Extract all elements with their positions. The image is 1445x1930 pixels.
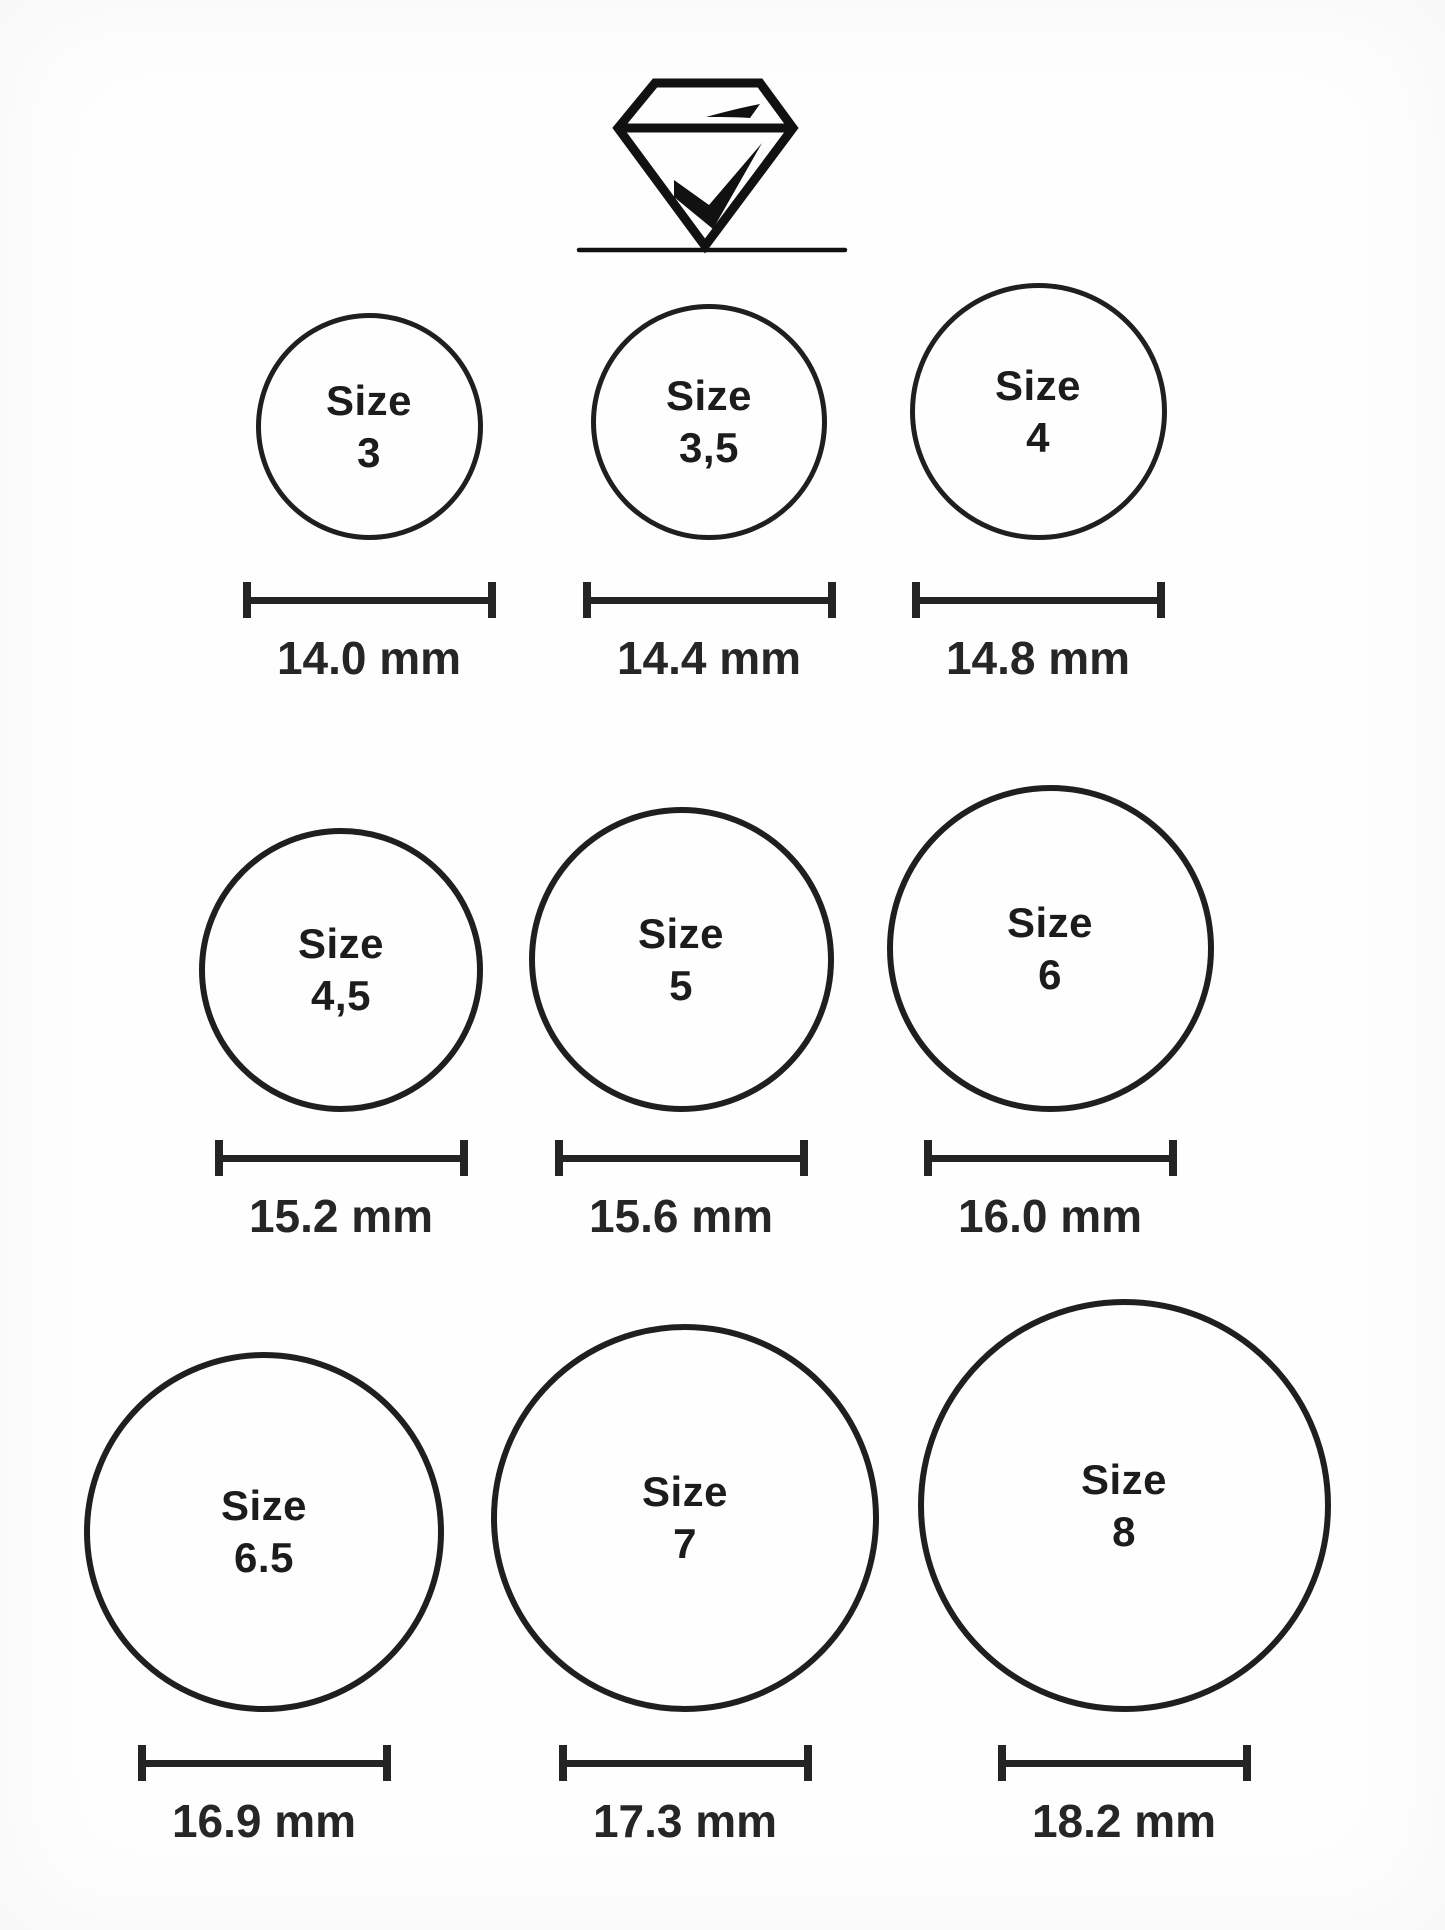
diameter-label: 14.4 mm xyxy=(616,632,802,684)
size-label xyxy=(1007,897,1093,1001)
ruler-tick-right xyxy=(800,1140,808,1176)
ruler-bar xyxy=(215,1155,468,1162)
diameter-ruler xyxy=(138,1745,391,1781)
size-word: Size xyxy=(1080,1455,1168,1503)
ruler-bar xyxy=(555,1155,808,1162)
ring-circle xyxy=(591,304,827,540)
size-word: Size xyxy=(325,376,413,424)
ring-item-6 xyxy=(900,785,1200,1244)
diameter-label: 15.6 mm xyxy=(588,1190,774,1242)
diameter-ruler xyxy=(555,1140,808,1176)
size-value: 3,5 xyxy=(679,424,739,471)
size-label xyxy=(298,918,384,1022)
ring-item-3 xyxy=(219,313,519,686)
ruler-bar xyxy=(583,597,836,604)
diameter-ruler xyxy=(243,582,496,618)
ring-circle xyxy=(918,1299,1331,1712)
diameter-label: 14.8 mm xyxy=(945,632,1131,684)
ring-item-4-5 xyxy=(191,828,491,1244)
diameter-ruler xyxy=(583,582,836,618)
ruler-bar xyxy=(924,1155,1177,1162)
size-value: 8 xyxy=(1112,1507,1136,1555)
diameter-ruler xyxy=(924,1140,1177,1176)
ring-circle xyxy=(199,828,483,1112)
ruler-tick-right xyxy=(828,582,836,618)
size-value: 6.5 xyxy=(234,1534,294,1581)
size-word: Size xyxy=(297,920,385,967)
diameter-ruler xyxy=(912,582,1165,618)
ring-item-5 xyxy=(531,807,831,1244)
diameter-label: 15.2 mm xyxy=(248,1190,434,1242)
size-label xyxy=(638,908,724,1012)
ruler-bar xyxy=(138,1760,391,1767)
diameter-label: 18.2 mm xyxy=(1031,1795,1217,1847)
diameter-label: 17.3 mm xyxy=(592,1795,778,1847)
diameter-label: 16.0 mm xyxy=(957,1190,1143,1242)
swoosh-icon xyxy=(706,104,760,118)
ring-circle xyxy=(887,785,1214,1112)
diameter-ruler xyxy=(559,1745,812,1781)
ring-item-4 xyxy=(888,283,1188,686)
ruler-bar xyxy=(998,1760,1251,1767)
size-label xyxy=(326,375,412,479)
ring-circle xyxy=(910,283,1167,540)
size-label xyxy=(642,1466,728,1570)
size-word: Size xyxy=(220,1482,308,1529)
size-word: Size xyxy=(637,909,725,957)
ring-circle xyxy=(491,1324,879,1712)
diameter-label: 14.0 mm xyxy=(276,632,462,684)
ruler-tick-right xyxy=(1169,1140,1177,1176)
ruler-tick-right xyxy=(1243,1745,1251,1781)
ring-circle xyxy=(256,313,483,540)
size-label xyxy=(221,1480,307,1584)
diamond-check-logo xyxy=(560,60,890,270)
size-value: 3 xyxy=(357,428,381,476)
size-value: 4 xyxy=(1026,413,1050,461)
size-word: Size xyxy=(994,361,1082,409)
size-value: 6 xyxy=(1038,950,1062,998)
ruler-tick-right xyxy=(383,1745,391,1781)
ring-item-6-5 xyxy=(114,1352,414,1849)
size-word: Size xyxy=(641,1468,729,1515)
size-word: Size xyxy=(1006,898,1094,946)
ring-circle xyxy=(529,807,834,1112)
ruler-tick-right xyxy=(488,582,496,618)
ring-item-3-5 xyxy=(559,304,859,686)
ruler-bar xyxy=(243,597,496,604)
diameter-label: 16.9 mm xyxy=(171,1795,357,1847)
ring-item-8 xyxy=(974,1299,1274,1849)
size-label xyxy=(995,360,1081,464)
ring-circle xyxy=(84,1352,444,1712)
diameter-ruler xyxy=(998,1745,1251,1781)
size-value: 4,5 xyxy=(311,972,371,1019)
ruler-tick-right xyxy=(1157,582,1165,618)
ruler-bar xyxy=(912,597,1165,604)
diameter-ruler xyxy=(215,1140,468,1176)
size-label xyxy=(1081,1454,1167,1558)
ruler-tick-right xyxy=(460,1140,468,1176)
size-label xyxy=(666,370,752,474)
ring-item-7 xyxy=(535,1324,835,1849)
size-word: Size xyxy=(665,372,753,419)
ruler-bar xyxy=(559,1760,812,1767)
ruler-tick-right xyxy=(804,1745,812,1781)
size-value: 7 xyxy=(673,1520,697,1567)
size-value: 5 xyxy=(669,961,693,1009)
